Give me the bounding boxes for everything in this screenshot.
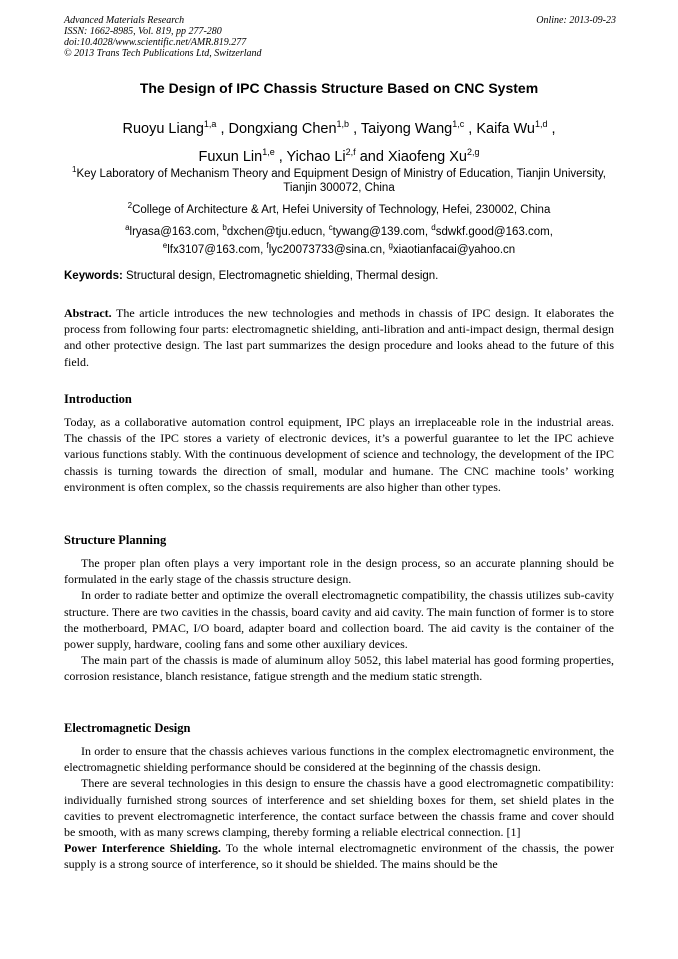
paragraph: In order to ensure that the chassis achieves various functions in the complex electromagnetic environment, the electromagnetic shielding performance should be considered at the beginning of the chassis design. — [64, 744, 614, 775]
email-link[interactable]: xiaotianfacai@yahoo.cn — [392, 243, 516, 256]
section-heading: Structure Planning — [64, 533, 167, 547]
keywords — [64, 270, 614, 282]
journal-name: Advanced Materials Research — [64, 15, 185, 26]
section-heading: Introduction — [64, 392, 132, 406]
email-link[interactable]: dxchen@tju.educn — [226, 225, 323, 238]
abstract-label: Abstract. — [64, 306, 112, 320]
email-link[interactable]: lyc20073733@sina.cn — [268, 243, 383, 256]
affiliation-2: $^2$College of Architecture & Art, Hefei University of Technology, Hefei, 230002, China — [127, 201, 551, 216]
author-name: Yichao Li — [286, 148, 346, 165]
author-affiliation-mark: 2,f — [345, 146, 356, 157]
keywords-text: Structural design, Electromagnetic shielding, Thermal design. — [126, 270, 439, 282]
structure-planning-body — [64, 555, 614, 685]
keywords-label: Keywords: — [64, 270, 123, 282]
author-name: Kaifa Wu — [476, 120, 535, 137]
electromagnetic-design-body — [64, 743, 614, 873]
author-list: Ruoyu Liang$^{1,a}$ , Dongxiang Chen$^{1,b}$ , Taiyong Wang$^{1,c}$ , Kaifa Wu$^{1,d}$ , Fuxun Lin$^{1,e}$ , Yichao Li$^{2,f}$ and Xiaofeng Xu$^{2,g}$ — [122, 119, 556, 165]
author-affiliation-mark: 1,a — [203, 119, 217, 129]
author-name: Fuxun Lin — [198, 148, 263, 165]
section-heading: Electromagnetic Design — [64, 721, 191, 735]
journal-issn: ISSN: 1662-8985, Vol. 819, pp 277-280 — [64, 26, 222, 37]
paragraph: The main part of the chassis is made of aluminum alloy 5052, this label material has good forming properties, corrosion resistance, blanch resistance, fatigue strength and the medium static strength. — [64, 653, 614, 684]
author-name: Taiyong Wang — [360, 120, 453, 137]
author-affiliation-mark: 1,b — [336, 119, 350, 129]
email-link[interactable]: lfx3107@163.com — [167, 243, 261, 256]
paragraph: Power Interference Shielding. To the whole internal electromagnetic environment of the chassis, the power supply is a strong source of interference, so it should be shielded. The mains should be the — [64, 841, 614, 872]
paragraph: In order to radiate better and optimize the overall electromagnetic compatibility, the chassis utilizes sub-cavity structure. There are two cavities in the chassis, board cavity and aid cavity. The main function of former is to store the motherboard, PMAC, I/O board, adapter board and collection board. The aid cavity is the container of the power supply, hardware, cooling fans and some other auxiliary devices. — [64, 588, 614, 652]
abstract-text: The article introduces the new technologies and methods in chassis of IPC design. It elaborates the process from following four parts: electromagnetic shielding, anti-libration and anti-impact design, thermal design and other protective design. The last part summarizes the design procedure and looks ahead to the future of this field. — [64, 306, 614, 369]
journal-doi: doi:10.4028/www.scientific.net/AMR.819.277 — [64, 37, 247, 48]
paragraph: There are several technologies in this design to ensure the chassis have a good electromagnetic compatibility: individually furnished strong sources of interference and set shielding boxes for them, set shield plates in the cavities to prevent electromagnetic interference, the contact surface between the chassis frame and cover should be smooth, with as many screws clamping, thereby forming a reliable electrical connection. [1] — [64, 776, 614, 840]
abstract — [64, 305, 614, 370]
author-affiliation-mark: 1,c — [452, 119, 465, 129]
introduction-body — [64, 414, 614, 495]
paragraph: Today, as a collaborative automation control equipment, IPC plays an irreplaceable role in the industrial areas. The chassis of the IPC stores a variety of electronic devices, it’s a powerful guarantee to let the IPC achieve various functions stably. With the continuous development of science and technology, the development of the IPC chassis is turning towards the direction of small, modular and humane. The CNC machine tools’ working environment is often complex, so the chassis requirements are also higher than other types. — [64, 415, 614, 494]
author-emails: $^a$lryasa@163.com, $^b$dxchen@tju.educn, $^c$tywang@139.com, $^d$sdwkf.good@163.com, $^e$lfx3107@163.com, $^f$lyc20073733@sina.cn, $^g$xiaotianfacai@yahoo.cn — [125, 223, 553, 256]
author-name: Ruoyu Liang — [122, 120, 204, 137]
author-affiliation-mark: 2,g — [466, 146, 480, 157]
subsection-heading: Power Interference Shielding. — [64, 841, 221, 856]
email-link[interactable]: sdwkf.good@163.com — [435, 225, 550, 238]
email-link[interactable]: tywang@139.com — [332, 225, 425, 238]
online-date: Online: 2013-09-23 — [536, 15, 616, 26]
email-link[interactable]: lryasa@163.com — [129, 225, 216, 238]
journal-header — [64, 15, 616, 59]
author-name: Dongxiang Chen — [228, 120, 337, 137]
affiliation-1: $^1$Key Laboratory of Mechanism Theory and Equipment Design of Ministry of Education, Tianjin University, Tianjin 300072, China — [72, 165, 606, 194]
paragraph: The proper plan often plays a very important role in the design process, so an accurate planning should be formulated in the early stage of the chassis structure design. — [64, 556, 614, 587]
journal-copyright: © 2013 Trans Tech Publications Ltd, Switzerland — [64, 48, 262, 59]
paper-title: The Design of IPC Chassis Structure Based on CNC System — [139, 80, 539, 96]
author-name: Xiaofeng Xu — [387, 148, 467, 165]
author-affiliation-mark: 1,d — [534, 119, 548, 129]
author-affiliation-mark: 1,e — [262, 146, 275, 157]
